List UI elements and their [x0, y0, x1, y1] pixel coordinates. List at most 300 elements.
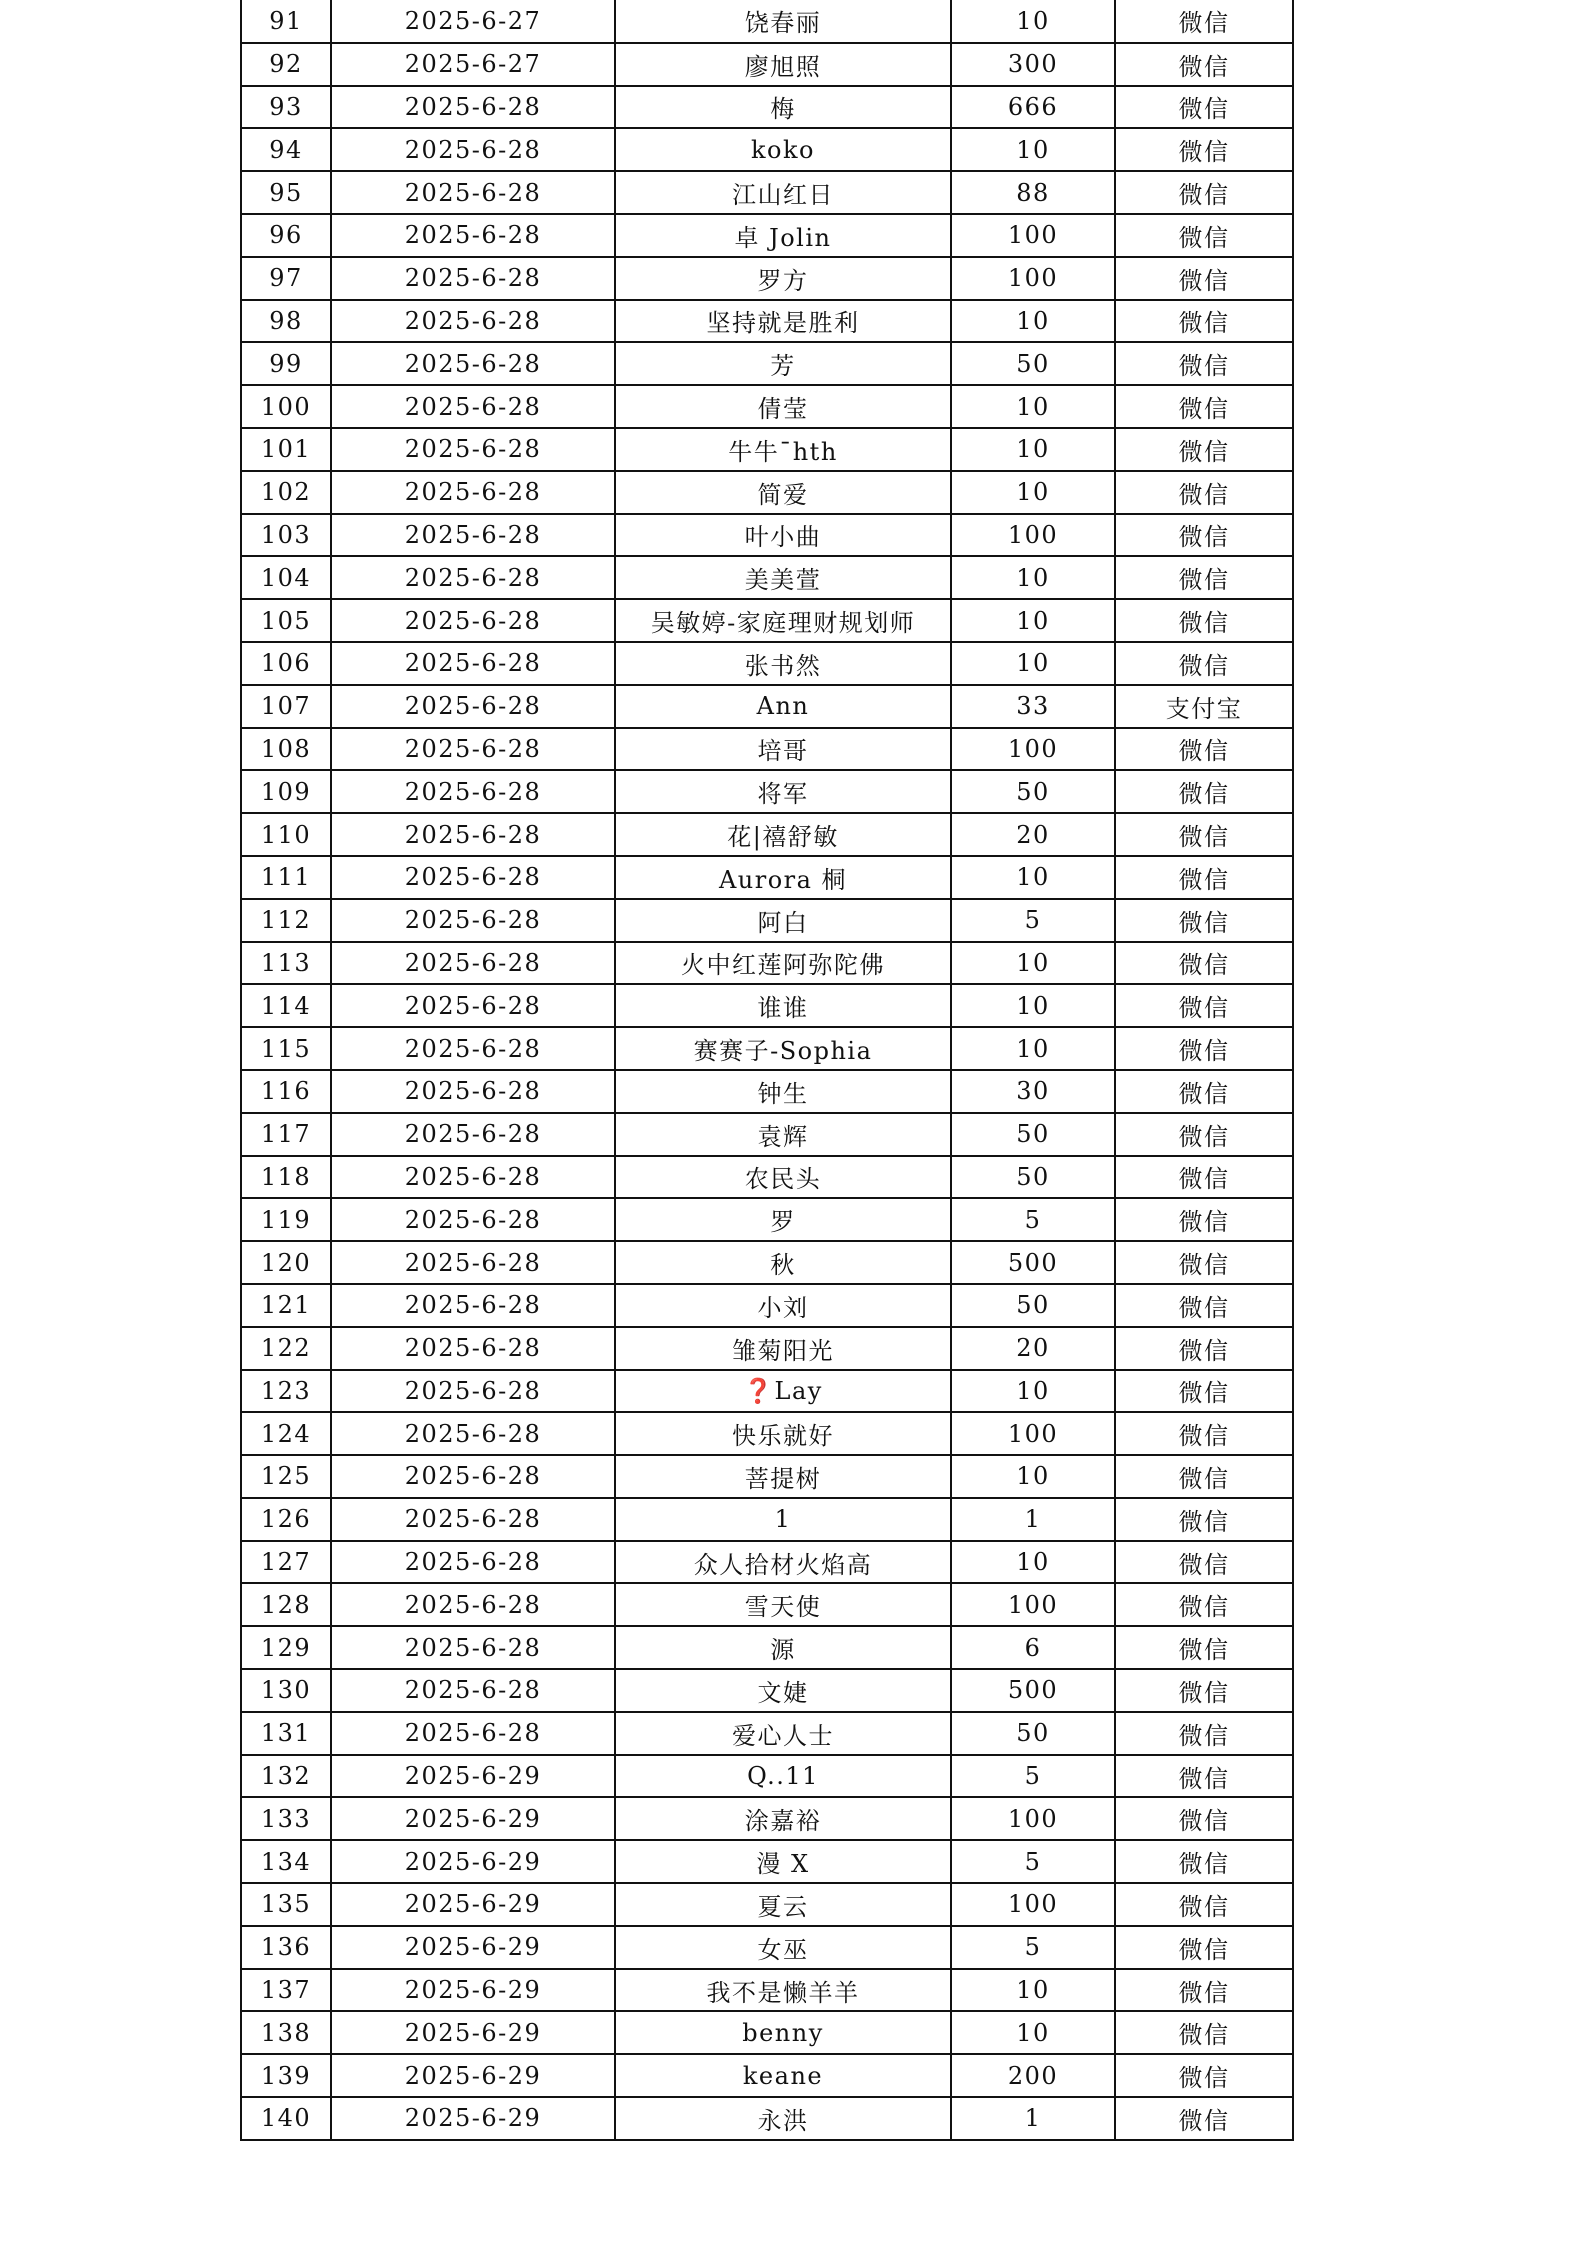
table-row [241, 385, 1293, 428]
date-cell: 2025-6-28 [331, 1284, 615, 1327]
payment-method-cell: 微信 [1115, 1583, 1293, 1626]
donor-name-cell: 谁谁 [615, 984, 951, 1027]
amount-cell: 20 [951, 813, 1115, 856]
payment-method-cell: 微信 [1115, 514, 1293, 557]
table-row [241, 128, 1293, 171]
date-cell: 2025-6-28 [331, 471, 615, 514]
donor-name-cell: 花|禧舒敏 [615, 813, 951, 856]
donor-name-cell: 简爱 [615, 471, 951, 514]
amount-cell: 6 [951, 1626, 1115, 1669]
donor-name-cell: 江山红日 [615, 171, 951, 214]
date-cell: 2025-6-28 [331, 1498, 615, 1541]
row-number-cell: 110 [241, 813, 331, 856]
row-number-cell: 128 [241, 1583, 331, 1626]
row-number-cell: 98 [241, 300, 331, 343]
donor-name-cell: 梅 [615, 86, 951, 129]
donor-name-cell: 火中红莲阿弥陀佛 [615, 942, 951, 985]
donor-name-cell: 牛牛¯hth [615, 428, 951, 471]
donor-name-cell: 钟生 [615, 1070, 951, 1113]
table-row [241, 0, 1293, 43]
row-number-cell: 120 [241, 1241, 331, 1284]
date-cell: 2025-6-27 [331, 0, 615, 43]
date-cell: 2025-6-28 [331, 86, 615, 129]
amount-cell: 100 [951, 214, 1115, 257]
payment-method-cell: 微信 [1115, 428, 1293, 471]
payment-method-cell: 微信 [1115, 214, 1293, 257]
donor-name-cell: 文婕 [615, 1669, 951, 1712]
row-number-cell: 132 [241, 1755, 331, 1798]
payment-method-cell: 微信 [1115, 770, 1293, 813]
payment-method-cell: 微信 [1115, 171, 1293, 214]
amount-cell: 500 [951, 1241, 1115, 1284]
table-row [241, 1284, 1293, 1327]
payment-method-cell: 微信 [1115, 1241, 1293, 1284]
amount-cell: 5 [951, 899, 1115, 942]
table-row [241, 728, 1293, 771]
row-number-cell: 131 [241, 1712, 331, 1755]
date-cell: 2025-6-28 [331, 1070, 615, 1113]
date-cell: 2025-6-29 [331, 1883, 615, 1926]
table-row [241, 2054, 1293, 2097]
date-cell: 2025-6-28 [331, 1626, 615, 1669]
row-number-cell: 113 [241, 942, 331, 985]
row-number-cell: 118 [241, 1156, 331, 1199]
payment-method-cell: 支付宝 [1115, 685, 1293, 728]
amount-cell: 10 [951, 385, 1115, 428]
row-number-cell: 119 [241, 1198, 331, 1241]
date-cell: 2025-6-28 [331, 1712, 615, 1755]
payment-method-cell: 微信 [1115, 728, 1293, 771]
table-row [241, 942, 1293, 985]
donor-name-cell: 阿白 [615, 899, 951, 942]
amount-cell: 10 [951, 1969, 1115, 2012]
table-row [241, 2097, 1293, 2140]
row-number-cell: 122 [241, 1327, 331, 1370]
amount-cell: 10 [951, 471, 1115, 514]
payment-method-cell: 微信 [1115, 0, 1293, 43]
date-cell: 2025-6-28 [331, 1198, 615, 1241]
date-cell: 2025-6-29 [331, 2054, 615, 2097]
table-row [241, 1455, 1293, 1498]
row-number-cell: 116 [241, 1070, 331, 1113]
table-row [241, 899, 1293, 942]
amount-cell: 10 [951, 128, 1115, 171]
date-cell: 2025-6-28 [331, 1327, 615, 1370]
row-number-cell: 124 [241, 1412, 331, 1455]
table-row [241, 1755, 1293, 1798]
date-cell: 2025-6-27 [331, 43, 615, 86]
amount-cell: 88 [951, 171, 1115, 214]
payment-method-cell: 微信 [1115, 856, 1293, 899]
payment-method-cell: 微信 [1115, 1669, 1293, 1712]
date-cell: 2025-6-28 [331, 385, 615, 428]
payment-method-cell: 微信 [1115, 1370, 1293, 1413]
amount-cell: 10 [951, 1370, 1115, 1413]
donor-name-cell: 农民头 [615, 1156, 951, 1199]
table-row [241, 1327, 1293, 1370]
date-cell: 2025-6-28 [331, 1669, 615, 1712]
date-cell: 2025-6-29 [331, 2011, 615, 2054]
date-cell: 2025-6-28 [331, 257, 615, 300]
donor-name-cell: 叶小曲 [615, 514, 951, 557]
table-row [241, 171, 1293, 214]
amount-cell: 33 [951, 685, 1115, 728]
donor-name-cell: 袁辉 [615, 1113, 951, 1156]
table-row [241, 1969, 1293, 2012]
amount-cell: 50 [951, 770, 1115, 813]
payment-method-cell: 微信 [1115, 599, 1293, 642]
table-row [241, 1027, 1293, 1070]
table-row [241, 1198, 1293, 1241]
date-cell: 2025-6-29 [331, 1969, 615, 2012]
row-number-cell: 127 [241, 1541, 331, 1584]
donor-name-cell: 小刘 [615, 1284, 951, 1327]
table-row [241, 1883, 1293, 1926]
amount-cell: 5 [951, 1926, 1115, 1969]
row-number-cell: 100 [241, 385, 331, 428]
table-row [241, 86, 1293, 129]
date-cell: 2025-6-28 [331, 1370, 615, 1413]
row-number-cell: 106 [241, 642, 331, 685]
payment-method-cell: 微信 [1115, 1541, 1293, 1584]
payment-method-cell: 微信 [1115, 1797, 1293, 1840]
row-number-cell: 91 [241, 0, 331, 43]
donor-name-cell: 秋 [615, 1241, 951, 1284]
donor-name-cell: 源 [615, 1626, 951, 1669]
payment-method-cell: 微信 [1115, 1070, 1293, 1113]
donor-name-cell: 廖旭照 [615, 43, 951, 86]
donor-name-cell: 女巫 [615, 1926, 951, 1969]
table-row [241, 214, 1293, 257]
row-number-cell: 121 [241, 1284, 331, 1327]
row-number-cell: 115 [241, 1027, 331, 1070]
date-cell: 2025-6-28 [331, 300, 615, 343]
donation-table [240, 0, 1294, 2141]
row-number-cell: 114 [241, 984, 331, 1027]
payment-method-cell: 微信 [1115, 1969, 1293, 2012]
date-cell: 2025-6-28 [331, 728, 615, 771]
date-cell: 2025-6-29 [331, 1755, 615, 1798]
amount-cell: 10 [951, 1455, 1115, 1498]
row-number-cell: 139 [241, 2054, 331, 2097]
donor-name-cell: 将军 [615, 770, 951, 813]
donor-name-cell: 张书然 [615, 642, 951, 685]
table-row [241, 471, 1293, 514]
table-row [241, 1156, 1293, 1199]
date-cell: 2025-6-28 [331, 642, 615, 685]
amount-cell: 20 [951, 1327, 1115, 1370]
date-cell: 2025-6-28 [331, 556, 615, 599]
donor-name-cell: ❓Lay [615, 1370, 951, 1413]
date-cell: 2025-6-28 [331, 214, 615, 257]
row-number-cell: 94 [241, 128, 331, 171]
table-row [241, 1712, 1293, 1755]
amount-cell: 1 [951, 1498, 1115, 1541]
donor-name-cell: 菩提树 [615, 1455, 951, 1498]
date-cell: 2025-6-28 [331, 514, 615, 557]
row-number-cell: 130 [241, 1669, 331, 1712]
payment-method-cell: 微信 [1115, 1926, 1293, 1969]
row-number-cell: 140 [241, 2097, 331, 2140]
row-number-cell: 101 [241, 428, 331, 471]
amount-cell: 50 [951, 1156, 1115, 1199]
amount-cell: 10 [951, 642, 1115, 685]
table-row [241, 342, 1293, 385]
date-cell: 2025-6-28 [331, 1583, 615, 1626]
amount-cell: 50 [951, 1284, 1115, 1327]
donor-name-cell: 漫 X [615, 1840, 951, 1883]
table-row [241, 984, 1293, 1027]
table-row [241, 300, 1293, 343]
row-number-cell: 93 [241, 86, 331, 129]
table-row [241, 2011, 1293, 2054]
row-number-cell: 104 [241, 556, 331, 599]
amount-cell: 300 [951, 43, 1115, 86]
table-row [241, 257, 1293, 300]
donor-name-cell: 永洪 [615, 2097, 951, 2140]
payment-method-cell: 微信 [1115, 1198, 1293, 1241]
amount-cell: 100 [951, 514, 1115, 557]
payment-method-cell: 微信 [1115, 342, 1293, 385]
row-number-cell: 95 [241, 171, 331, 214]
donor-name-cell: 倩莹 [615, 385, 951, 428]
row-number-cell: 109 [241, 770, 331, 813]
payment-method-cell: 微信 [1115, 1113, 1293, 1156]
payment-method-cell: 微信 [1115, 642, 1293, 685]
table-row [241, 1626, 1293, 1669]
payment-method-cell: 微信 [1115, 2054, 1293, 2097]
donor-name-cell: 夏云 [615, 1883, 951, 1926]
table-row [241, 813, 1293, 856]
amount-cell: 100 [951, 728, 1115, 771]
amount-cell: 100 [951, 257, 1115, 300]
table-row [241, 1113, 1293, 1156]
date-cell: 2025-6-28 [331, 1113, 615, 1156]
payment-method-cell: 微信 [1115, 984, 1293, 1027]
amount-cell: 30 [951, 1070, 1115, 1113]
date-cell: 2025-6-28 [331, 984, 615, 1027]
date-cell: 2025-6-29 [331, 1797, 615, 1840]
amount-cell: 50 [951, 1113, 1115, 1156]
amount-cell: 50 [951, 1712, 1115, 1755]
row-number-cell: 134 [241, 1840, 331, 1883]
row-number-cell: 133 [241, 1797, 331, 1840]
row-number-cell: 135 [241, 1883, 331, 1926]
table-row [241, 1241, 1293, 1284]
amount-cell: 10 [951, 300, 1115, 343]
donor-name-cell: 1 [615, 1498, 951, 1541]
row-number-cell: 111 [241, 856, 331, 899]
row-number-cell: 126 [241, 1498, 331, 1541]
row-number-cell: 136 [241, 1926, 331, 1969]
amount-cell: 10 [951, 599, 1115, 642]
payment-method-cell: 微信 [1115, 257, 1293, 300]
row-number-cell: 96 [241, 214, 331, 257]
amount-cell: 100 [951, 1583, 1115, 1626]
donor-name-cell: 芳 [615, 342, 951, 385]
row-number-cell: 137 [241, 1969, 331, 2012]
amount-cell: 10 [951, 1541, 1115, 1584]
payment-method-cell: 微信 [1115, 43, 1293, 86]
donor-name-cell: 罗 [615, 1198, 951, 1241]
table-row [241, 1370, 1293, 1413]
donor-name-cell: 卓 Jolin [615, 214, 951, 257]
amount-cell: 50 [951, 342, 1115, 385]
date-cell: 2025-6-29 [331, 1926, 615, 1969]
date-cell: 2025-6-28 [331, 1541, 615, 1584]
payment-method-cell: 微信 [1115, 86, 1293, 129]
row-number-cell: 108 [241, 728, 331, 771]
amount-cell: 100 [951, 1412, 1115, 1455]
donor-name-cell: 我不是懒羊羊 [615, 1969, 951, 2012]
donation-table-body [241, 0, 1293, 2140]
table-row [241, 1840, 1293, 1883]
date-cell: 2025-6-28 [331, 899, 615, 942]
donor-name-cell: 雏菊阳光 [615, 1327, 951, 1370]
row-number-cell: 117 [241, 1113, 331, 1156]
amount-cell: 666 [951, 86, 1115, 129]
donor-name-cell: 坚持就是胜利 [615, 300, 951, 343]
table-row [241, 1541, 1293, 1584]
donor-name-cell: Q..11 [615, 1755, 951, 1798]
row-number-cell: 125 [241, 1455, 331, 1498]
payment-method-cell: 微信 [1115, 1156, 1293, 1199]
table-row [241, 43, 1293, 86]
payment-method-cell: 微信 [1115, 1712, 1293, 1755]
table-row [241, 1926, 1293, 1969]
row-number-cell: 92 [241, 43, 331, 86]
donor-name-cell: 吴敏婷-家庭理财规划师 [615, 599, 951, 642]
amount-cell: 10 [951, 428, 1115, 471]
amount-cell: 10 [951, 856, 1115, 899]
table-row [241, 1498, 1293, 1541]
date-cell: 2025-6-29 [331, 1840, 615, 1883]
payment-method-cell: 微信 [1115, 1327, 1293, 1370]
donor-name-cell: Ann [615, 685, 951, 728]
payment-method-cell: 微信 [1115, 942, 1293, 985]
amount-cell: 200 [951, 2054, 1115, 2097]
payment-method-cell: 微信 [1115, 556, 1293, 599]
date-cell: 2025-6-28 [331, 171, 615, 214]
date-cell: 2025-6-28 [331, 813, 615, 856]
table-row [241, 1797, 1293, 1840]
amount-cell: 5 [951, 1755, 1115, 1798]
table-row [241, 856, 1293, 899]
row-number-cell: 138 [241, 2011, 331, 2054]
amount-cell: 10 [951, 0, 1115, 43]
table-row [241, 1583, 1293, 1626]
donor-name-cell: 美美萱 [615, 556, 951, 599]
payment-method-cell: 微信 [1115, 1626, 1293, 1669]
donor-name-cell: 众人拾材火焰高 [615, 1541, 951, 1584]
donor-name-cell: benny [615, 2011, 951, 2054]
amount-cell: 1 [951, 2097, 1115, 2140]
table-row [241, 1669, 1293, 1712]
table-row [241, 642, 1293, 685]
payment-method-cell: 微信 [1115, 1883, 1293, 1926]
payment-method-cell: 微信 [1115, 1840, 1293, 1883]
payment-method-cell: 微信 [1115, 2011, 1293, 2054]
donor-name-cell: koko [615, 128, 951, 171]
date-cell: 2025-6-28 [331, 128, 615, 171]
table-row [241, 428, 1293, 471]
amount-cell: 10 [951, 1027, 1115, 1070]
amount-cell: 5 [951, 1198, 1115, 1241]
date-cell: 2025-6-28 [331, 342, 615, 385]
table-row [241, 1412, 1293, 1455]
row-number-cell: 112 [241, 899, 331, 942]
row-number-cell: 99 [241, 342, 331, 385]
payment-method-cell: 微信 [1115, 899, 1293, 942]
date-cell: 2025-6-28 [331, 856, 615, 899]
table-row [241, 770, 1293, 813]
donor-name-cell: 罗方 [615, 257, 951, 300]
table-row [241, 685, 1293, 728]
date-cell: 2025-6-28 [331, 1156, 615, 1199]
amount-cell: 10 [951, 984, 1115, 1027]
payment-method-cell: 微信 [1115, 1412, 1293, 1455]
amount-cell: 5 [951, 1840, 1115, 1883]
date-cell: 2025-6-28 [331, 942, 615, 985]
amount-cell: 100 [951, 1797, 1115, 1840]
table-row [241, 599, 1293, 642]
payment-method-cell: 微信 [1115, 1498, 1293, 1541]
date-cell: 2025-6-28 [331, 685, 615, 728]
payment-method-cell: 微信 [1115, 813, 1293, 856]
payment-method-cell: 微信 [1115, 385, 1293, 428]
payment-method-cell: 微信 [1115, 1755, 1293, 1798]
date-cell: 2025-6-28 [331, 1412, 615, 1455]
payment-method-cell: 微信 [1115, 128, 1293, 171]
donor-name-cell: 爱心人士 [615, 1712, 951, 1755]
row-number-cell: 107 [241, 685, 331, 728]
donor-name-cell: keane [615, 2054, 951, 2097]
row-number-cell: 129 [241, 1626, 331, 1669]
date-cell: 2025-6-28 [331, 428, 615, 471]
donor-name-cell: 培哥 [615, 728, 951, 771]
table-row [241, 556, 1293, 599]
payment-method-cell: 微信 [1115, 1284, 1293, 1327]
date-cell: 2025-6-28 [331, 599, 615, 642]
row-number-cell: 105 [241, 599, 331, 642]
row-number-cell: 103 [241, 514, 331, 557]
payment-method-cell: 微信 [1115, 300, 1293, 343]
donor-name-cell: 涂嘉裕 [615, 1797, 951, 1840]
payment-method-cell: 微信 [1115, 1027, 1293, 1070]
table-row [241, 1070, 1293, 1113]
row-number-cell: 102 [241, 471, 331, 514]
payment-method-cell: 微信 [1115, 1455, 1293, 1498]
date-cell: 2025-6-28 [331, 1455, 615, 1498]
donor-name-cell: 雪天使 [615, 1583, 951, 1626]
donor-name-cell: Aurora 桐 [615, 856, 951, 899]
date-cell: 2025-6-29 [331, 2097, 615, 2140]
row-number-cell: 97 [241, 257, 331, 300]
date-cell: 2025-6-28 [331, 1027, 615, 1070]
amount-cell: 500 [951, 1669, 1115, 1712]
amount-cell: 10 [951, 942, 1115, 985]
amount-cell: 10 [951, 556, 1115, 599]
amount-cell: 10 [951, 2011, 1115, 2054]
donor-name-cell: 快乐就好 [615, 1412, 951, 1455]
donor-name-cell: 饶春丽 [615, 0, 951, 43]
date-cell: 2025-6-28 [331, 1241, 615, 1284]
table-row [241, 514, 1293, 557]
payment-method-cell: 微信 [1115, 471, 1293, 514]
donor-name-cell: 赛赛子-Sophia [615, 1027, 951, 1070]
payment-method-cell: 微信 [1115, 2097, 1293, 2140]
amount-cell: 100 [951, 1883, 1115, 1926]
